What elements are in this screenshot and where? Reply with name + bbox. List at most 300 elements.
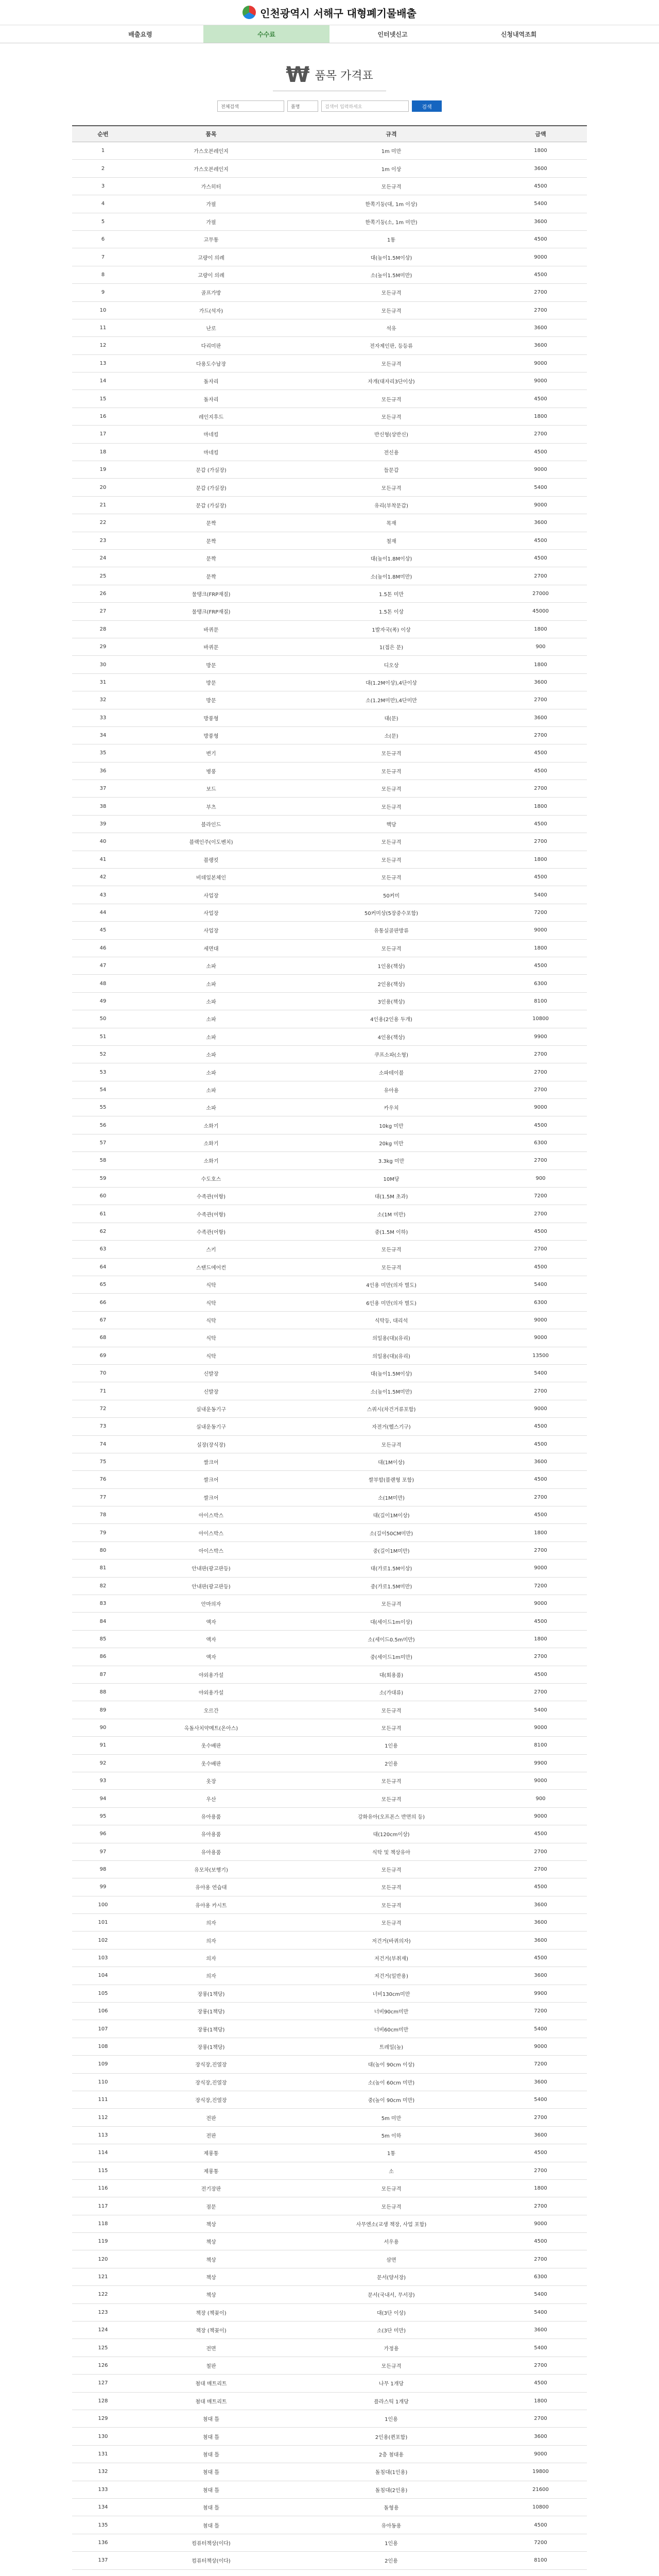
item-spec: 의일용(대)(유리) <box>288 1347 494 1364</box>
row-number: 107 <box>72 2020 134 2038</box>
item-price: 1800 <box>494 939 587 957</box>
item-name: 소파 <box>134 1010 288 1028</box>
table-row <box>72 2357 587 2374</box>
row-number: 91 <box>72 1737 134 1754</box>
table-row <box>72 1223 587 1240</box>
table-row <box>72 1205 587 1223</box>
item-spec: 저건거(바퀴의자) <box>288 1931 494 1949</box>
row-number: 57 <box>72 1134 134 1151</box>
row-number: 20 <box>72 479 134 496</box>
row-number: 130 <box>72 2428 134 2445</box>
item-spec: 삼면 <box>288 2250 494 2268</box>
table-row <box>72 1134 587 1151</box>
item-spec: 대(높이1.5M이상) <box>288 1364 494 1382</box>
row-number: 11 <box>72 319 134 336</box>
item-price: 2700 <box>494 1063 587 1081</box>
item-price: 2700 <box>494 1488 587 1506</box>
item-price: 3600 <box>494 2321 587 2339</box>
item-price: 2700 <box>494 2250 587 2268</box>
search-button[interactable]: 검색 <box>412 100 442 112</box>
item-spec: 1.5톤 미만 <box>288 585 494 602</box>
row-number: 99 <box>72 1878 134 1896</box>
item-price: 4500 <box>494 1878 587 1896</box>
row-number: 123 <box>72 2303 134 2321</box>
row-number: 120 <box>72 2250 134 2268</box>
item-price: 2700 <box>494 284 587 301</box>
item-price: 4500 <box>494 815 587 833</box>
row-number: 61 <box>72 1205 134 1223</box>
item-price: 5400 <box>494 1364 587 1382</box>
item-name: 문짝 <box>134 567 288 585</box>
table-row <box>72 1949 587 1967</box>
item-price: 2700 <box>494 567 587 585</box>
table-row <box>72 975 587 992</box>
item-price: 2700 <box>494 2410 587 2428</box>
row-number: 48 <box>72 975 134 992</box>
table-row <box>72 2428 587 2445</box>
column-header: 순번 <box>72 126 134 142</box>
table-row <box>72 532 587 549</box>
item-spec: 유통실골판방류 <box>288 922 494 939</box>
item-spec: 대(1.5M 초과) <box>288 1188 494 1205</box>
nav-item[interactable]: 신청내역조회 <box>500 30 537 38</box>
row-number: 77 <box>72 1488 134 1506</box>
row-number: 6 <box>72 230 134 248</box>
table-row <box>72 1506 587 1524</box>
table-row <box>72 1311 587 1329</box>
table-row <box>72 2569 587 2576</box>
item-name: 첨대 틀 <box>134 2428 288 2445</box>
table-row <box>72 1595 587 1613</box>
table-row <box>72 1063 587 1081</box>
row-number: 21 <box>72 496 134 514</box>
table-row <box>72 1188 587 1205</box>
item-name: 스키 <box>134 1241 288 1258</box>
table-row <box>72 1258 587 1276</box>
price-table <box>72 125 587 2576</box>
item-price: 7200 <box>494 1188 587 1205</box>
row-number: 40 <box>72 833 134 851</box>
item-name: 안내판(광고판등) <box>134 1577 288 1595</box>
item-name: 액자 <box>134 1648 288 1666</box>
item-name: 옥돌사치약메트(온아스) <box>134 1719 288 1736</box>
row-number: 5 <box>72 213 134 230</box>
item-spec: 4인용(책상) <box>288 1028 494 1045</box>
row-number: 12 <box>72 337 134 354</box>
item-spec: 플라스틱 1개당 <box>288 2392 494 2410</box>
item-name: 쌀크어 <box>134 1471 288 1488</box>
table-row <box>72 1010 587 1028</box>
item-spec: 모든규격 <box>288 2197 494 2215</box>
item-price: 4500 <box>494 532 587 549</box>
row-number: 69 <box>72 1347 134 1364</box>
item-name: 첨대 틀 <box>134 2410 288 2428</box>
item-name: 첨대 매트리트 <box>134 2392 288 2410</box>
item-spec: 가정용 <box>288 2339 494 2357</box>
item-price: 1800 <box>494 798 587 815</box>
item-spec: 카우치 <box>288 1099 494 1116</box>
table-row <box>72 1400 587 1417</box>
table-row <box>72 922 587 939</box>
row-number: 13 <box>72 354 134 372</box>
item-spec: 1인용 <box>288 2534 494 2551</box>
item-spec: 모든규격 <box>288 762 494 779</box>
table-row <box>72 2339 587 2357</box>
row-number: 15 <box>72 390 134 408</box>
table-row <box>72 1560 587 1577</box>
item-spec: 저건거(부취재) <box>288 1949 494 1967</box>
table-row <box>72 1541 587 1559</box>
row-number: 65 <box>72 1276 134 1294</box>
nav-item[interactable]: 배출요령 <box>128 30 152 38</box>
item-spec: 소(길이50CM미만) <box>288 1524 494 1541</box>
table-row <box>72 319 587 336</box>
table-row <box>72 585 587 602</box>
row-number: 119 <box>72 2233 134 2250</box>
row-number: 60 <box>72 1188 134 1205</box>
item-price: 2700 <box>494 2109 587 2126</box>
row-number: 7 <box>72 248 134 266</box>
row-number: 14 <box>72 372 134 390</box>
item-name: 첨대 틀 <box>134 2481 288 2498</box>
item-price: 3600 <box>494 2428 587 2445</box>
item-price: 21600 <box>494 2481 587 2498</box>
table-row <box>72 992 587 1010</box>
row-number: 17 <box>72 426 134 443</box>
table-row <box>72 638 587 655</box>
item-spec: 대(회용품) <box>288 1666 494 1683</box>
nav-item[interactable]: 인터넷신고 <box>377 30 408 38</box>
table-row <box>72 426 587 443</box>
row-number: 94 <box>72 1790 134 1807</box>
table-row <box>72 213 587 230</box>
item-spec: 모든규격 <box>288 284 494 301</box>
row-number: 131 <box>72 2445 134 2463</box>
row-number: 52 <box>72 1045 134 1063</box>
item-name: 식탁 <box>134 1347 288 1364</box>
item-spec: 너비130cm미만 <box>288 1985 494 2002</box>
item-spec: 소(문) <box>288 726 494 744</box>
item-price: 1800 <box>494 851 587 868</box>
item-name: 돌자리 <box>134 372 288 390</box>
row-number: 76 <box>72 1471 134 1488</box>
item-spec: 대(길이1M이상) <box>288 1506 494 1524</box>
table-row <box>72 1985 587 2002</box>
table-row <box>72 1241 587 1258</box>
search-scope-select[interactable]: 전체검색 <box>217 100 284 112</box>
row-number: 51 <box>72 1028 134 1045</box>
item-spec: 모든규격 <box>288 780 494 798</box>
item-price: 9000 <box>494 1719 587 1736</box>
price-table-wrapper <box>72 125 587 2576</box>
item-price: 4500 <box>494 1223 587 1240</box>
site-header <box>0 0 659 25</box>
item-price: 900 <box>494 1170 587 1187</box>
item-name: 가스히터 <box>134 177 288 195</box>
item-spec: 모든규격 <box>288 1896 494 1913</box>
item-price: 3600 <box>494 319 587 336</box>
item-name: 야외용가설 <box>134 1683 288 1701</box>
item-name: 장롱(1책당) <box>134 2003 288 2020</box>
item-name: 비데일본체인 <box>134 869 288 886</box>
item-price: 9000 <box>494 248 587 266</box>
item-price: 9000 <box>494 496 587 514</box>
item-spec: 트레일(높) <box>288 2038 494 2055</box>
row-number: 101 <box>72 1914 134 1931</box>
item-price: 5400 <box>494 1276 587 1294</box>
item-price: 2700 <box>494 1241 587 1258</box>
table-row <box>72 496 587 514</box>
item-price: 2700 <box>494 301 587 319</box>
row-number: 8 <box>72 266 134 283</box>
item-spec: 모든규격 <box>288 1258 494 1276</box>
item-price: 6300 <box>494 1134 587 1151</box>
item-name: 골프가방 <box>134 284 288 301</box>
item-price: 2700 <box>494 1205 587 1223</box>
item-price: 3600 <box>494 337 587 354</box>
row-number: 29 <box>72 638 134 655</box>
table-row <box>72 567 587 585</box>
row-number: 4 <box>72 195 134 213</box>
item-price: 1800 <box>494 2392 587 2410</box>
table-row <box>72 2481 587 2498</box>
item-name: 첨대 매트리트 <box>134 2375 288 2392</box>
row-number: 67 <box>72 1311 134 1329</box>
table-row <box>72 248 587 266</box>
item-price: 4500 <box>494 2144 587 2162</box>
item-name: 의자 <box>134 1949 288 1967</box>
item-spec: 나무 1개당 <box>288 2375 494 2392</box>
site-logo[interactable] <box>242 5 417 20</box>
item-name <box>134 2569 288 2576</box>
item-name: 소화기 <box>134 1134 288 1151</box>
item-spec: 대(세이드1m이상) <box>288 1613 494 1630</box>
item-name: 의자 <box>134 1967 288 1985</box>
item-name: 변기 <box>134 744 288 762</box>
row-number: 100 <box>72 1896 134 1913</box>
item-price: 5400 <box>494 195 587 213</box>
item-spec: 쌀부합(블랜형 포함) <box>288 1471 494 1488</box>
item-name: 컴퓨터책상(이다) <box>134 2552 288 2569</box>
search-field-select[interactable]: 품명 <box>287 100 318 112</box>
item-name: 책상 <box>134 2286 288 2303</box>
item-price: 7200 <box>494 2534 587 2551</box>
row-number: 44 <box>72 904 134 921</box>
table-row <box>72 1382 587 1400</box>
row-number: 106 <box>72 2003 134 2020</box>
table-row <box>72 798 587 815</box>
row-number: 80 <box>72 1541 134 1559</box>
item-spec: 모든규격 <box>288 833 494 851</box>
nav-item[interactable]: 수수료 <box>203 25 330 43</box>
item-spec: 저건거(일반용) <box>288 1967 494 1985</box>
item-price: 7200 <box>494 2056 587 2073</box>
item-price: 3600 <box>494 213 587 230</box>
item-spec: 1(접은 문) <box>288 638 494 655</box>
row-number: 113 <box>72 2126 134 2144</box>
item-price: 2700 <box>494 1382 587 1400</box>
item-name: 책장 (책꽂이) <box>134 2303 288 2321</box>
row-number: 90 <box>72 1719 134 1736</box>
item-spec: 유아용 <box>288 1081 494 1098</box>
row-number: 26 <box>72 585 134 602</box>
item-price: 4500 <box>494 1613 587 1630</box>
item-price: 3600 <box>494 1896 587 1913</box>
item-spec: 소(1M 미만) <box>288 1205 494 1223</box>
item-spec: 문서(국내서, 무서장) <box>288 2286 494 2303</box>
table-row <box>72 1435 587 1453</box>
row-number: 2 <box>72 160 134 177</box>
table-row <box>72 2162 587 2179</box>
item-name: 첨대 틀 <box>134 2463 288 2481</box>
table-row <box>72 514 587 532</box>
item-name: 소파 <box>134 992 288 1010</box>
page-title: 품목 가격표 <box>315 69 373 82</box>
table-row <box>72 1276 587 1294</box>
item-spec: 디오상 <box>288 656 494 673</box>
item-spec: 1.5톤 이상 <box>288 603 494 620</box>
item-spec: 한쪽기둥(대, 1m 이상) <box>288 195 494 213</box>
row-number: 27 <box>72 603 134 620</box>
item-spec: 5m 이하 <box>288 2126 494 2144</box>
table-row <box>72 2109 587 2126</box>
item-price: 4500 <box>494 869 587 886</box>
table-row <box>72 195 587 213</box>
row-number: 56 <box>72 1116 134 1134</box>
item-price: 9000 <box>494 1560 587 1577</box>
item-name: 아이스박스 <box>134 1524 288 1541</box>
item-price: 1800 <box>494 2179 587 2197</box>
item-name: 마네킹 <box>134 426 288 443</box>
item-price: 900 <box>494 638 587 655</box>
search-input[interactable]: 검색어 입력하세요 <box>321 100 409 112</box>
table-row <box>72 656 587 673</box>
item-name: 의자 <box>134 1914 288 1931</box>
item-price: 4500 <box>494 1506 587 1524</box>
row-number: 53 <box>72 1063 134 1081</box>
item-spec: 식탁등, 대리석 <box>288 1311 494 1329</box>
row-number: 102 <box>72 1931 134 1949</box>
row-number: 83 <box>72 1595 134 1613</box>
item-name: 고무통 <box>134 230 288 248</box>
item-name: 책상 <box>134 2215 288 2232</box>
item-name: 방문 <box>134 691 288 709</box>
row-number: 108 <box>72 2038 134 2055</box>
table-row <box>72 408 587 425</box>
item-price: 3600 <box>494 709 587 726</box>
table-row <box>72 1364 587 1382</box>
row-number: 114 <box>72 2144 134 2162</box>
item-name: 옷수배판 <box>134 1737 288 1754</box>
row-number: 19 <box>72 461 134 479</box>
row-number: 74 <box>72 1435 134 1453</box>
won-currency-icon: ₩ <box>286 62 310 87</box>
item-price: 3600 <box>494 1914 587 1931</box>
item-spec: 20kg 미만 <box>288 1134 494 1151</box>
item-spec: 모든규격 <box>288 408 494 425</box>
item-spec: 모든규격 <box>288 744 494 762</box>
item-name: 컴퓨터책상(이다) <box>134 2534 288 2551</box>
row-number: 30 <box>72 656 134 673</box>
row-number: 31 <box>72 673 134 691</box>
item-spec: 10M당 <box>288 1170 494 1187</box>
row-number: 28 <box>72 620 134 638</box>
row-number: 136 <box>72 2534 134 2551</box>
item-spec: 대(문) <box>288 709 494 726</box>
item-spec: 모든규격 <box>288 1860 494 1878</box>
item-spec: 돌침대(1인용) <box>288 2463 494 2481</box>
item-price: 4500 <box>494 390 587 408</box>
item-spec: 모든규격 <box>288 1772 494 1789</box>
row-number: 84 <box>72 1613 134 1630</box>
item-name: 문짝 <box>134 549 288 567</box>
item-name: 유아용품 <box>134 1843 288 1860</box>
item-price: 7200 <box>494 904 587 921</box>
item-spec: 소(3단 미만) <box>288 2321 494 2339</box>
item-price: 2700 <box>494 726 587 744</box>
item-name: 가필 <box>134 213 288 230</box>
table-row <box>72 691 587 709</box>
table-row <box>72 1931 587 1949</box>
item-spec: 모든규격 <box>288 869 494 886</box>
main-nav <box>0 25 659 43</box>
item-price: 2700 <box>494 691 587 709</box>
table-row <box>72 957 587 974</box>
item-price: 2700 <box>494 426 587 443</box>
item-spec: 유아동용 <box>288 2516 494 2534</box>
item-spec: 모든규격 <box>288 1701 494 1719</box>
item-spec: 소파테이블 <box>288 1063 494 1081</box>
row-number: 115 <box>72 2162 134 2179</box>
table-row <box>72 1028 587 1045</box>
item-name: 소화기 <box>134 1152 288 1170</box>
item-spec: 1인용(책상) <box>288 957 494 974</box>
row-number: 125 <box>72 2339 134 2357</box>
item-name: 제롱통 <box>134 2162 288 2179</box>
item-name: 유아용 연습대 <box>134 1878 288 1896</box>
item-name: 신발장 <box>134 1382 288 1400</box>
row-number: 63 <box>72 1241 134 1258</box>
item-spec: 모든규격 <box>288 301 494 319</box>
table-row <box>72 744 587 762</box>
table-row <box>72 620 587 638</box>
item-name: 실내운동기구 <box>134 1400 288 1417</box>
item-price: 9000 <box>494 372 587 390</box>
item-name: 옷장 <box>134 1772 288 1789</box>
table-row <box>72 1099 587 1116</box>
item-spec: 소(1M미만) <box>288 1488 494 1506</box>
row-number: 3 <box>72 177 134 195</box>
row-number: 70 <box>72 1364 134 1382</box>
column-header: 규격 <box>288 126 494 142</box>
row-number: 34 <box>72 726 134 744</box>
item-price: 5400 <box>494 2091 587 2108</box>
item-spec: 1발자국(폭) 이상 <box>288 620 494 638</box>
table-header-row <box>72 126 587 142</box>
row-number: 23 <box>72 532 134 549</box>
item-price: 9000 <box>494 1772 587 1789</box>
item-name: 다용도수납장 <box>134 354 288 372</box>
row-number: 121 <box>72 2268 134 2285</box>
item-price: 1800 <box>494 408 587 425</box>
item-price: 9000 <box>494 1329 587 1347</box>
item-spec: 모든규격 <box>288 939 494 957</box>
row-number: 59 <box>72 1170 134 1187</box>
item-price: 2700 <box>494 2197 587 2215</box>
item-name: 안내판(광고판등) <box>134 1560 288 1577</box>
item-price: 9000 <box>494 2215 587 2232</box>
item-spec: 모든규격 <box>288 479 494 496</box>
